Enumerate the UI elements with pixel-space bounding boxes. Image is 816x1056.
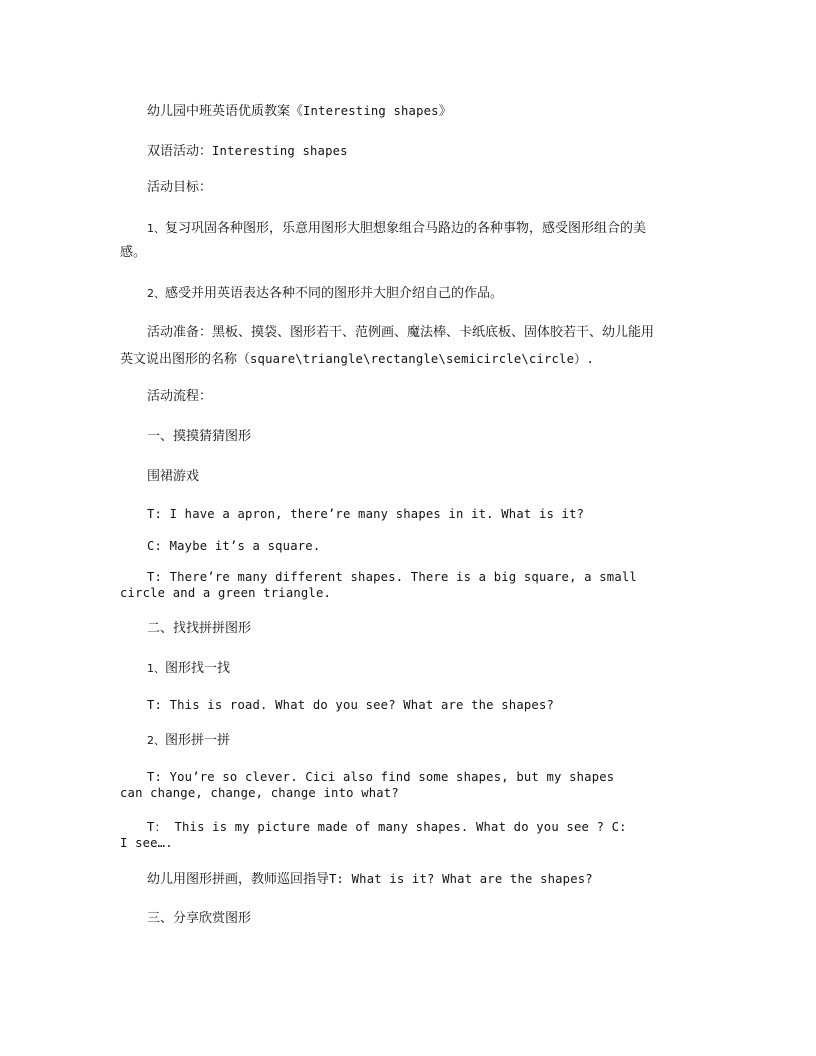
- section-2-heading: [120, 621, 700, 637]
- goals-heading: [120, 180, 700, 196]
- guide-line-cn: 幼儿用图形拼画，教师巡回指导: [147, 872, 330, 887]
- document-title: [120, 103, 700, 120]
- prep-line-2-cn: 英文说出图形的名称（: [120, 352, 251, 367]
- goals-heading-text: 活动目标：: [147, 180, 213, 195]
- dialogue-t4-line-b: can change, change, change into what?: [120, 786, 399, 800]
- guide-line: [120, 871, 700, 888]
- goal-1-cont-text: 感。: [120, 245, 147, 260]
- dialogue-t5-label: T：: [147, 820, 167, 834]
- subsection-2: [120, 733, 700, 749]
- sub-2-text: 图形拼一拼: [165, 733, 231, 748]
- bilingual-label: 双语活动：: [147, 144, 213, 159]
- dialogue-t5-line-b: I see….: [120, 836, 173, 850]
- bilingual-value: Interesting shapes: [212, 144, 348, 158]
- goal-1-text: 复习巩固各种图形，乐意用图形大胆想象组合马路边的各种事物，感受图形组合的美: [165, 221, 647, 236]
- bilingual-activity: [120, 143, 700, 160]
- section-3-text: 三、分享欣赏图形: [147, 911, 252, 926]
- prep-line-2-en: square\triangle\rectangle\semicircle\circle: [250, 352, 575, 366]
- sub-1-num: 1、: [147, 662, 165, 675]
- dialogue-t4-line-a: T: You’re so clever. Cici also find some shapes, but my shapes: [147, 770, 615, 784]
- dialogue-t4-continued: [120, 785, 700, 801]
- guide-line-en: T: What is it? What are the shapes?: [329, 872, 593, 886]
- goal-2-text: 感受并用英语表达各种不同的图形并大胆介绍自己的作品。: [165, 286, 504, 301]
- dialogue-t2-line-b: circle and a green triangle.: [120, 586, 332, 600]
- section-2-text: 二、找找拼拼图形: [147, 621, 252, 636]
- goal-1: [120, 221, 700, 237]
- section-1-text: 一、摸摸猜猜图形: [147, 429, 252, 444]
- sub-2-num: 2、: [147, 734, 165, 747]
- dialogue-t1-text: T: I have a apron, there’re many shapes in it. What is it?: [147, 507, 585, 521]
- dialogue-t4: [120, 769, 700, 785]
- dialogue-t3-text: T: This is road. What do you see? What are the shapes?: [147, 698, 555, 712]
- prep-line-2-end: ）.: [574, 352, 595, 366]
- subsection-1: [120, 661, 700, 677]
- title-end: 》: [438, 104, 452, 119]
- title-en: Interesting shapes: [303, 104, 439, 118]
- dialogue-c1: [120, 538, 700, 554]
- dialogue-t2-line-a: T: There’re many different shapes. There is a big square, a small: [147, 570, 637, 584]
- goal-1-num: 1、: [147, 222, 165, 235]
- dialogue-t5-line-a: This is my picture made of many shapes. What do you see ? C:: [166, 820, 627, 834]
- dialogue-t2: [120, 569, 700, 585]
- process-heading: [120, 389, 700, 405]
- prep-line-1-text: 活动准备：黑板、摸袋、图形若干、范例画、魔法棒、卡纸底板、固体胶若干、幼儿能用: [147, 325, 655, 340]
- dialogue-t3: [120, 697, 700, 713]
- section-3-heading: [120, 911, 700, 927]
- dialogue-t1: [120, 506, 700, 522]
- preparation-line-1: [120, 325, 700, 341]
- dialogue-t5-continued: [120, 835, 700, 851]
- dialogue-c1-text: C: Maybe it’s a square.: [147, 539, 321, 553]
- goal-2-num: 2、: [147, 287, 165, 300]
- process-heading-text: 活动流程：: [147, 389, 213, 404]
- game-name: [120, 469, 700, 485]
- section-1-heading: [120, 429, 700, 445]
- game-name-text: 围裙游戏: [147, 469, 200, 484]
- dialogue-t2-continued: [120, 585, 700, 601]
- goal-1-continued: [120, 245, 700, 261]
- preparation-line-2: [120, 351, 700, 368]
- dialogue-t5: [120, 819, 700, 835]
- sub-1-text: 图形找一找: [165, 661, 231, 676]
- title-cn: 幼儿园中班英语优质教案《: [147, 104, 304, 119]
- goal-2: [120, 286, 700, 302]
